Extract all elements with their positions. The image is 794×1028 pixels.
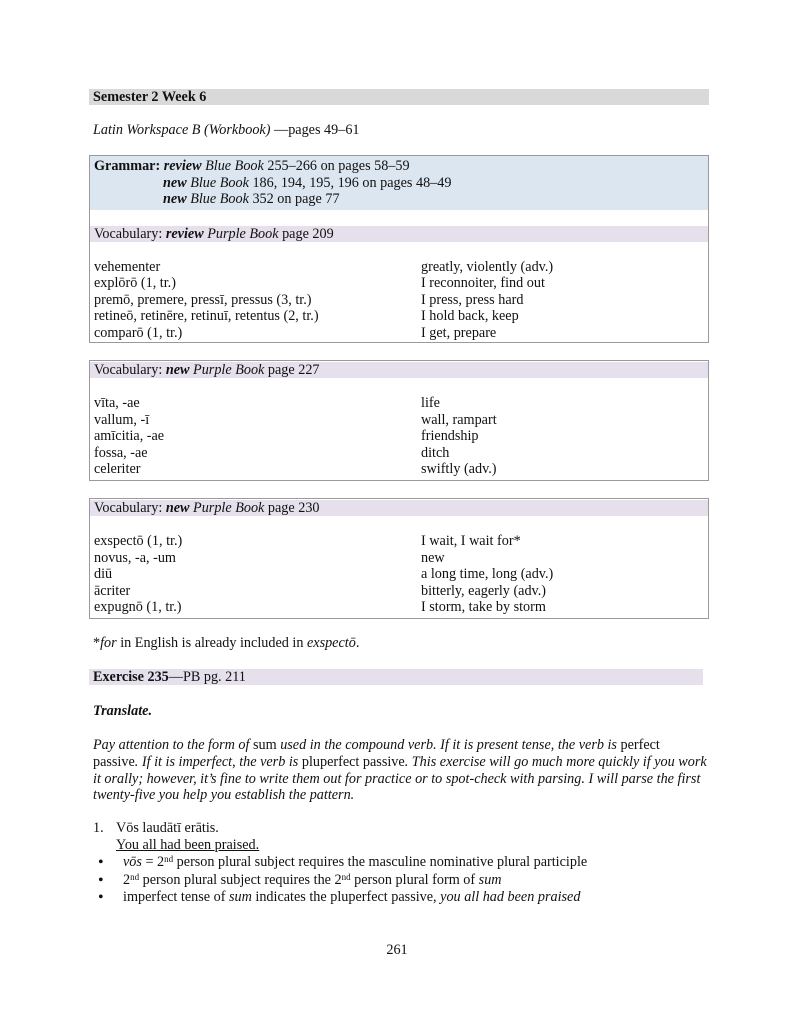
- vocab-label: Vocabulary:: [94, 362, 166, 378]
- grammar-book: Blue Book: [190, 191, 249, 207]
- para-text: Pay attention to the form of: [93, 737, 253, 753]
- vocab-row: [94, 412, 708, 429]
- vocab-book: Purple Book: [193, 500, 265, 516]
- note-sup: nd: [130, 871, 140, 882]
- note-text: 2: [123, 871, 131, 888]
- english-meaning: new: [421, 549, 445, 566]
- para-text: used in the compound verb. If it is present tense, the verb is: [276, 737, 621, 753]
- parsing-note: [93, 889, 708, 907]
- english-meaning: a long time, long (adv.): [421, 566, 554, 582]
- note-text: vōs: [123, 854, 142, 870]
- vocab-row: [94, 599, 708, 616]
- english-meaning: I hold back, keep: [421, 308, 519, 324]
- latin-word: premō, premere, pressī, pressus (3, tr.): [94, 291, 312, 308]
- latin-word: exspectō (1, tr.): [94, 533, 183, 549]
- vocab-tag: new: [165, 362, 190, 378]
- latin-sentence: Vōs laudātī erātis.: [116, 820, 219, 836]
- vocab-label: Vocabulary:: [94, 225, 166, 242]
- vocab-row: [94, 550, 708, 567]
- latin-word: novus, -a, -um: [94, 549, 176, 566]
- exercise-header: [89, 669, 703, 685]
- note-text: indicates the pluperfect passive,: [251, 889, 441, 905]
- vocab-row: [94, 275, 708, 292]
- vocab-row: [94, 583, 708, 600]
- latin-word: retineō, retinēre, retinuī, retentus (2, tr.): [94, 308, 319, 324]
- vocab-book: Purple Book: [193, 362, 265, 378]
- grammar-book: Blue Book: [205, 158, 264, 174]
- latin-word: vīta, -ae: [94, 395, 140, 411]
- grammar-ref: 186, 194, 195, 196 on pages 48–49: [248, 174, 452, 191]
- latin-word: fossa, -ae: [94, 444, 148, 461]
- vocab-section: [90, 500, 708, 616]
- footnote-for: for: [100, 635, 117, 651]
- latin-word: expugnō (1, tr.): [94, 599, 182, 615]
- workbook-pages: —pages 49–61: [270, 122, 360, 138]
- workbook-title: Latin Workspace B (Workbook): [93, 122, 271, 138]
- week-header: Semester 2 Week 6: [89, 89, 709, 105]
- page-number: 261: [386, 942, 408, 958]
- vocab-header: [90, 362, 708, 378]
- vocab-row: [94, 292, 708, 309]
- item-number: 1.: [93, 820, 104, 836]
- footnote-star: *: [93, 635, 101, 651]
- english-meaning: greatly, violently (adv.): [421, 258, 554, 275]
- note-text: person plural form of: [350, 871, 479, 888]
- latin-word: explōrō (1, tr.): [94, 275, 176, 291]
- vocab-section: [90, 226, 708, 342]
- note-sup: nd: [164, 854, 174, 864]
- vocab-section: [90, 362, 708, 478]
- instruction: Translate.: [93, 703, 152, 719]
- english-meaning: wall, rampart: [421, 411, 497, 428]
- english-meaning: I press, press hard: [421, 291, 524, 308]
- latin-word: diū: [94, 566, 113, 582]
- grammar-tag: new: [163, 174, 187, 191]
- vocab-tag: review: [165, 225, 204, 242]
- parsing-note: [93, 854, 708, 872]
- grammar-tag: new: [163, 191, 187, 207]
- parsing-note: [93, 872, 708, 890]
- grammar-vocab-box: [89, 155, 709, 343]
- latin-word: amīcitia, -ae: [94, 428, 165, 444]
- exercise-title: Exercise 235: [93, 669, 169, 685]
- vocab-header: [90, 226, 708, 242]
- exercise-item: [93, 820, 708, 907]
- english-meaning: ditch: [421, 444, 450, 461]
- english-meaning: I storm, take by storm: [421, 599, 546, 615]
- footnote-text: in English is already included in: [116, 635, 307, 651]
- vocab-row: [94, 428, 708, 445]
- parsing-notes: [93, 854, 708, 907]
- vocab-header: [90, 500, 708, 516]
- english-meaning: swiftly (adv.): [421, 461, 497, 477]
- note-text: sum: [228, 889, 252, 905]
- grammar-section: [90, 156, 708, 210]
- vocab-tag: new: [165, 500, 190, 516]
- latin-word: vallum, -ī: [94, 411, 150, 428]
- footnote-word: exspectō: [306, 635, 356, 651]
- vocab-list: [90, 533, 708, 616]
- para-text: . This exercise will go much more quickly if you work it orally; however, it’s fine to write them out for practice or to spot-check with parsing. I will parse the first twenty-five you help you establish the pattern.: [93, 753, 707, 804]
- translation-answer: You all had been praised.: [116, 837, 260, 853]
- grammar-label: Grammar:: [94, 158, 161, 174]
- vocab-list: [90, 259, 708, 342]
- english-meaning: friendship: [421, 428, 479, 444]
- note-text: imperfect tense of: [123, 889, 229, 905]
- latin-word: celeriter: [94, 461, 141, 477]
- english-meaning: I reconnoiter, find out: [421, 275, 545, 291]
- para-text: . If it is imperfect, the verb is: [134, 753, 302, 770]
- vocab-row: [94, 461, 708, 478]
- workbook-line: [93, 122, 360, 139]
- vocab-book: Purple Book: [207, 225, 279, 242]
- instructions-paragraph: [93, 737, 708, 804]
- note-text: person plural subject requires the 2: [139, 871, 342, 888]
- vocab-row: [94, 325, 708, 342]
- vocab-row: [94, 259, 708, 276]
- note-sup: nd: [341, 871, 351, 882]
- english-meaning: bitterly, eagerly (adv.): [421, 582, 546, 599]
- note-text: sum: [478, 871, 502, 888]
- footnote-end: .: [355, 635, 360, 651]
- vocab-page: page 227: [264, 362, 320, 378]
- vocab-row: [94, 566, 708, 583]
- vocab-row: [94, 308, 708, 325]
- grammar-tag: review: [163, 158, 202, 174]
- note-text: person plural subject requires the masculine nominative plural participle: [173, 854, 588, 870]
- english-meaning: life: [421, 395, 440, 411]
- grammar-ref: 352 on page 77: [248, 191, 340, 207]
- vocab-page: page 209: [278, 225, 334, 242]
- para-text: perfect passive: [93, 737, 660, 770]
- english-meaning: I get, prepare: [421, 324, 497, 341]
- grammar-book: Blue Book: [190, 174, 249, 191]
- vocab-page: page 230: [264, 500, 320, 516]
- vocab-row: [94, 533, 708, 550]
- para-text: sum: [252, 737, 277, 753]
- vocab-list: [90, 395, 708, 478]
- note-text: you all had been praised: [440, 889, 581, 905]
- latin-word: ācriter: [94, 582, 131, 599]
- footnote: [93, 635, 359, 652]
- grammar-ref: 255–266 on pages 58–59: [263, 158, 410, 174]
- vocab-box: [89, 360, 709, 481]
- latin-word: vehementer: [94, 258, 161, 275]
- latin-word: comparō (1, tr.): [94, 324, 183, 341]
- vocab-box: [89, 498, 709, 619]
- vocab-label: Vocabulary:: [94, 500, 166, 516]
- vocab-row: [94, 395, 708, 412]
- english-meaning: I wait, I wait for*: [421, 533, 521, 549]
- note-text: = 2: [141, 854, 165, 870]
- exercise-ref: —PB pg. 211: [168, 669, 246, 685]
- vocab-row: [94, 445, 708, 462]
- para-text: pluperfect passive: [301, 753, 405, 770]
